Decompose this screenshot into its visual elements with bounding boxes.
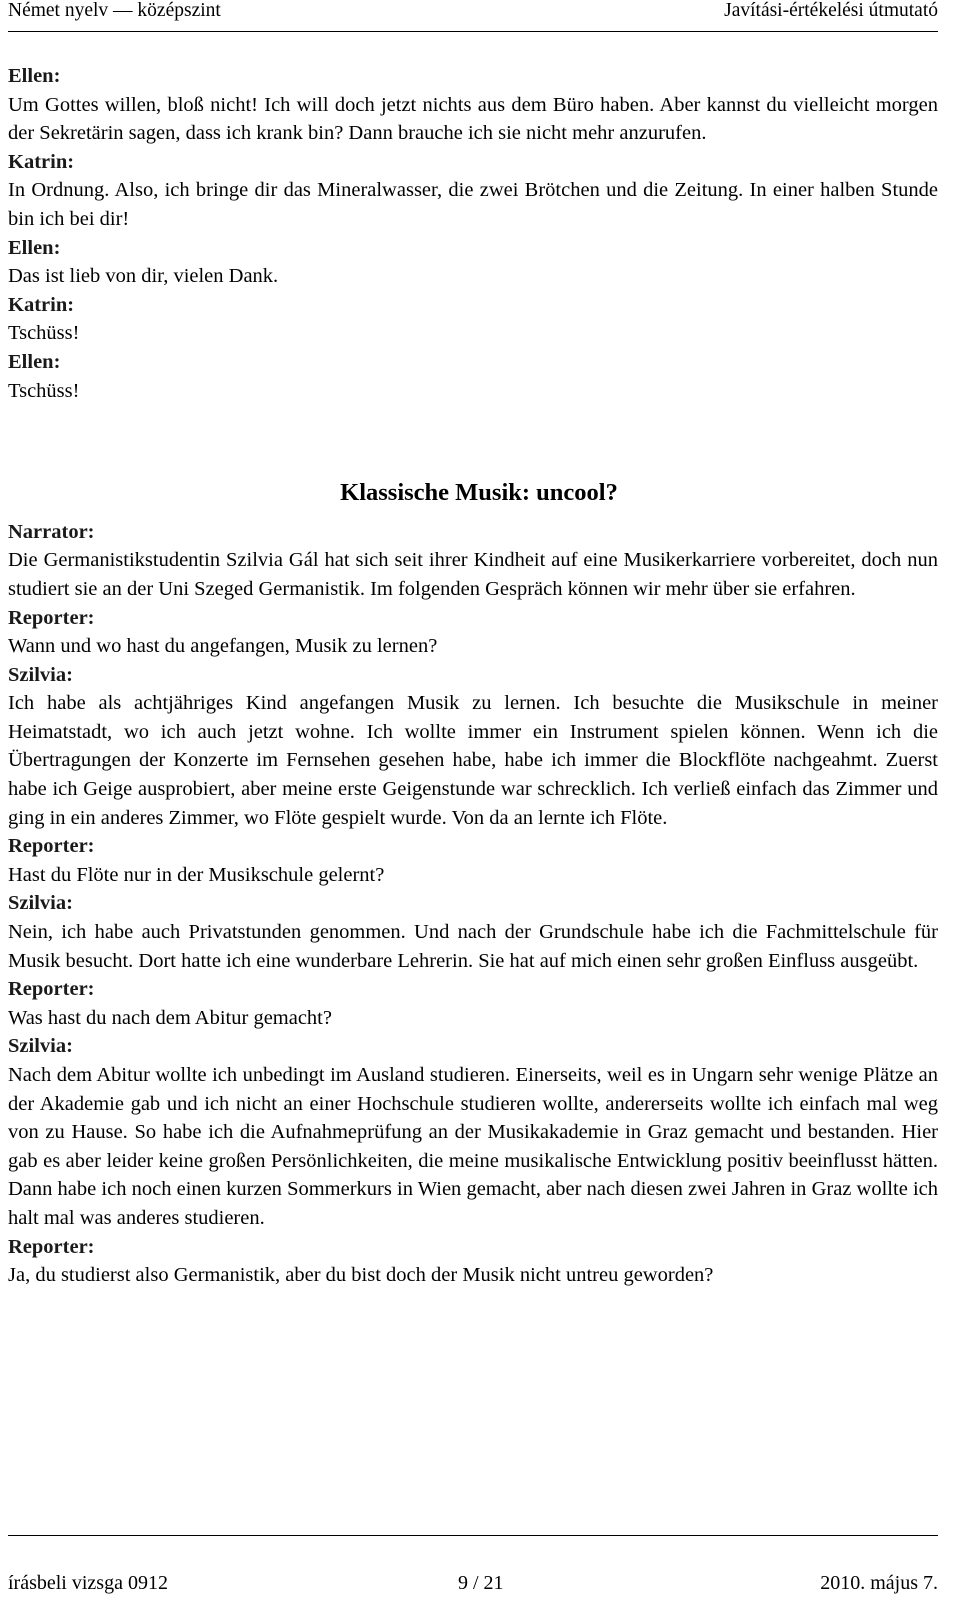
header-divider bbox=[8, 31, 938, 32]
header-subject: Német nyelv — középszint bbox=[8, 0, 221, 21]
speaker-label: Katrin: bbox=[8, 293, 75, 316]
document-body bbox=[8, 62, 938, 1290]
speaker-label: Narrator: bbox=[8, 520, 95, 543]
speech-text: In Ordnung. Also, ich bringe dir das Mineralwasser, die zwei Brötchen und die Zeitung. In einer halben Stunde bin ich bei dir! bbox=[8, 179, 938, 230]
speech-text: Um Gottes willen, bloß nicht! Ich will doch jetzt nichts aus dem Büro haben. Aber kannst du vielleicht morgen der Sekretärin sagen, dass ich krank bin? Dann brauche ich sie nicht mehr anzurufen. bbox=[8, 93, 938, 145]
footer-date: 2010. május 7. bbox=[820, 1572, 938, 1594]
speech-text: Nein, ich habe auch Privatstunden genommen. Und nach der Grundschule habe ich die Fachmittelschule für Musik besucht. Dort hatte ich eine wunderbare Lehrerin. Sie hat auf mich einen sehr großen Einfluss ausgeübt. bbox=[8, 921, 938, 972]
speaker-label: Reporter: bbox=[8, 606, 95, 629]
speaker-label: Ellen: bbox=[8, 350, 61, 373]
page-number: 9 / 21 bbox=[458, 1572, 504, 1594]
footer-divider bbox=[8, 1535, 938, 1536]
speaker-label: Ellen: bbox=[8, 236, 61, 259]
page-header bbox=[0, 0, 960, 30]
speaker-label: Ellen: bbox=[8, 65, 61, 87]
speaker-label: Reporter: bbox=[8, 1235, 95, 1258]
speaker-label: Szilvia: bbox=[8, 892, 73, 915]
speaker-label: Reporter: bbox=[8, 978, 95, 1001]
header-doc-type: Javítási-értékelési útmutató bbox=[724, 0, 938, 21]
speaker-label: Szilvia: bbox=[8, 1035, 73, 1058]
speech-text: Die Germanistikstudentin Szilvia Gál hat sich seit ihrer Kindheit auf eine Musikerkarriere vorbereitet, doch nun studiert sie an der Uni Szeged Germanistik. Im folgenden Gespräch können wir mehr über sie erfahren. bbox=[8, 549, 938, 600]
speech-text: Ja, du studierst also Germanistik, aber du bist doch der Musik nicht untreu geworden? bbox=[8, 1264, 714, 1287]
speaker-label: Katrin: bbox=[8, 150, 75, 173]
dialog-block-1 bbox=[8, 62, 938, 405]
speech-text: Wann und wo hast du angefangen, Musik zu lernen? bbox=[8, 635, 438, 658]
speech-text: Was hast du nach dem Abitur gemacht? bbox=[8, 1006, 332, 1029]
section-title: Klassische Musik: uncool? bbox=[340, 479, 618, 507]
footer-exam-code: írásbeli vizsga 0912 bbox=[8, 1572, 168, 1594]
speech-text: Tschüss! bbox=[8, 322, 80, 345]
speech-text: Hast du Flöte nur in der Musikschule gelernt? bbox=[8, 863, 385, 886]
speaker-label: Szilvia: bbox=[8, 663, 73, 686]
speech-text: Das ist lieb von dir, vielen Dank. bbox=[8, 265, 279, 288]
dialog-block-2 bbox=[8, 518, 938, 1290]
speech-text: Nach dem Abitur wollte ich unbedingt im Ausland studieren. Einerseits, weil es in Ungarn sehr wenige Plätze an der Akademie gab und ich nicht an einer Hochschule studieren wollte, andererseits wollte ich einfach mal weg von zu Hause. So habe ich die Aufnahmeprüfung an der Musikakademie in Graz gemacht und bestanden. Hier gab es aber leider keine großen Persönlichkeiten, die meine musikalische Entwicklung positiv beeinflusst hätten. Dann habe ich noch einen kurzen Sommerkurs in Wien gemacht, aber nach diesen zwei Jahren in Graz wollte ich halt mal was anderes studieren. bbox=[8, 1064, 938, 1229]
speech-text: Ich habe als achtjähriges Kind angefangen Musik zu lernen. Ich besuchte die Musikschule in meiner Heimatstadt, wo ich auch jetzt wohne. Ich wollte immer ein Instrument spielen können. Wenn ich die Übertragungen der Konzerte im Fernsehen gesehen habe, habe ich immer die Blockflöte nachgeahmt. Zuerst habe ich Geige ausprobiert, aber meine erste Geigenstunde war schrecklich. Ich verließ einfach das Zimmer und ging in ein anderes Zimmer, wo Flöte gespielt wurde. Von da an lernte ich Flöte. bbox=[8, 692, 938, 829]
speech-text: Tschüss! bbox=[8, 379, 80, 402]
speaker-label: Reporter: bbox=[8, 835, 95, 858]
